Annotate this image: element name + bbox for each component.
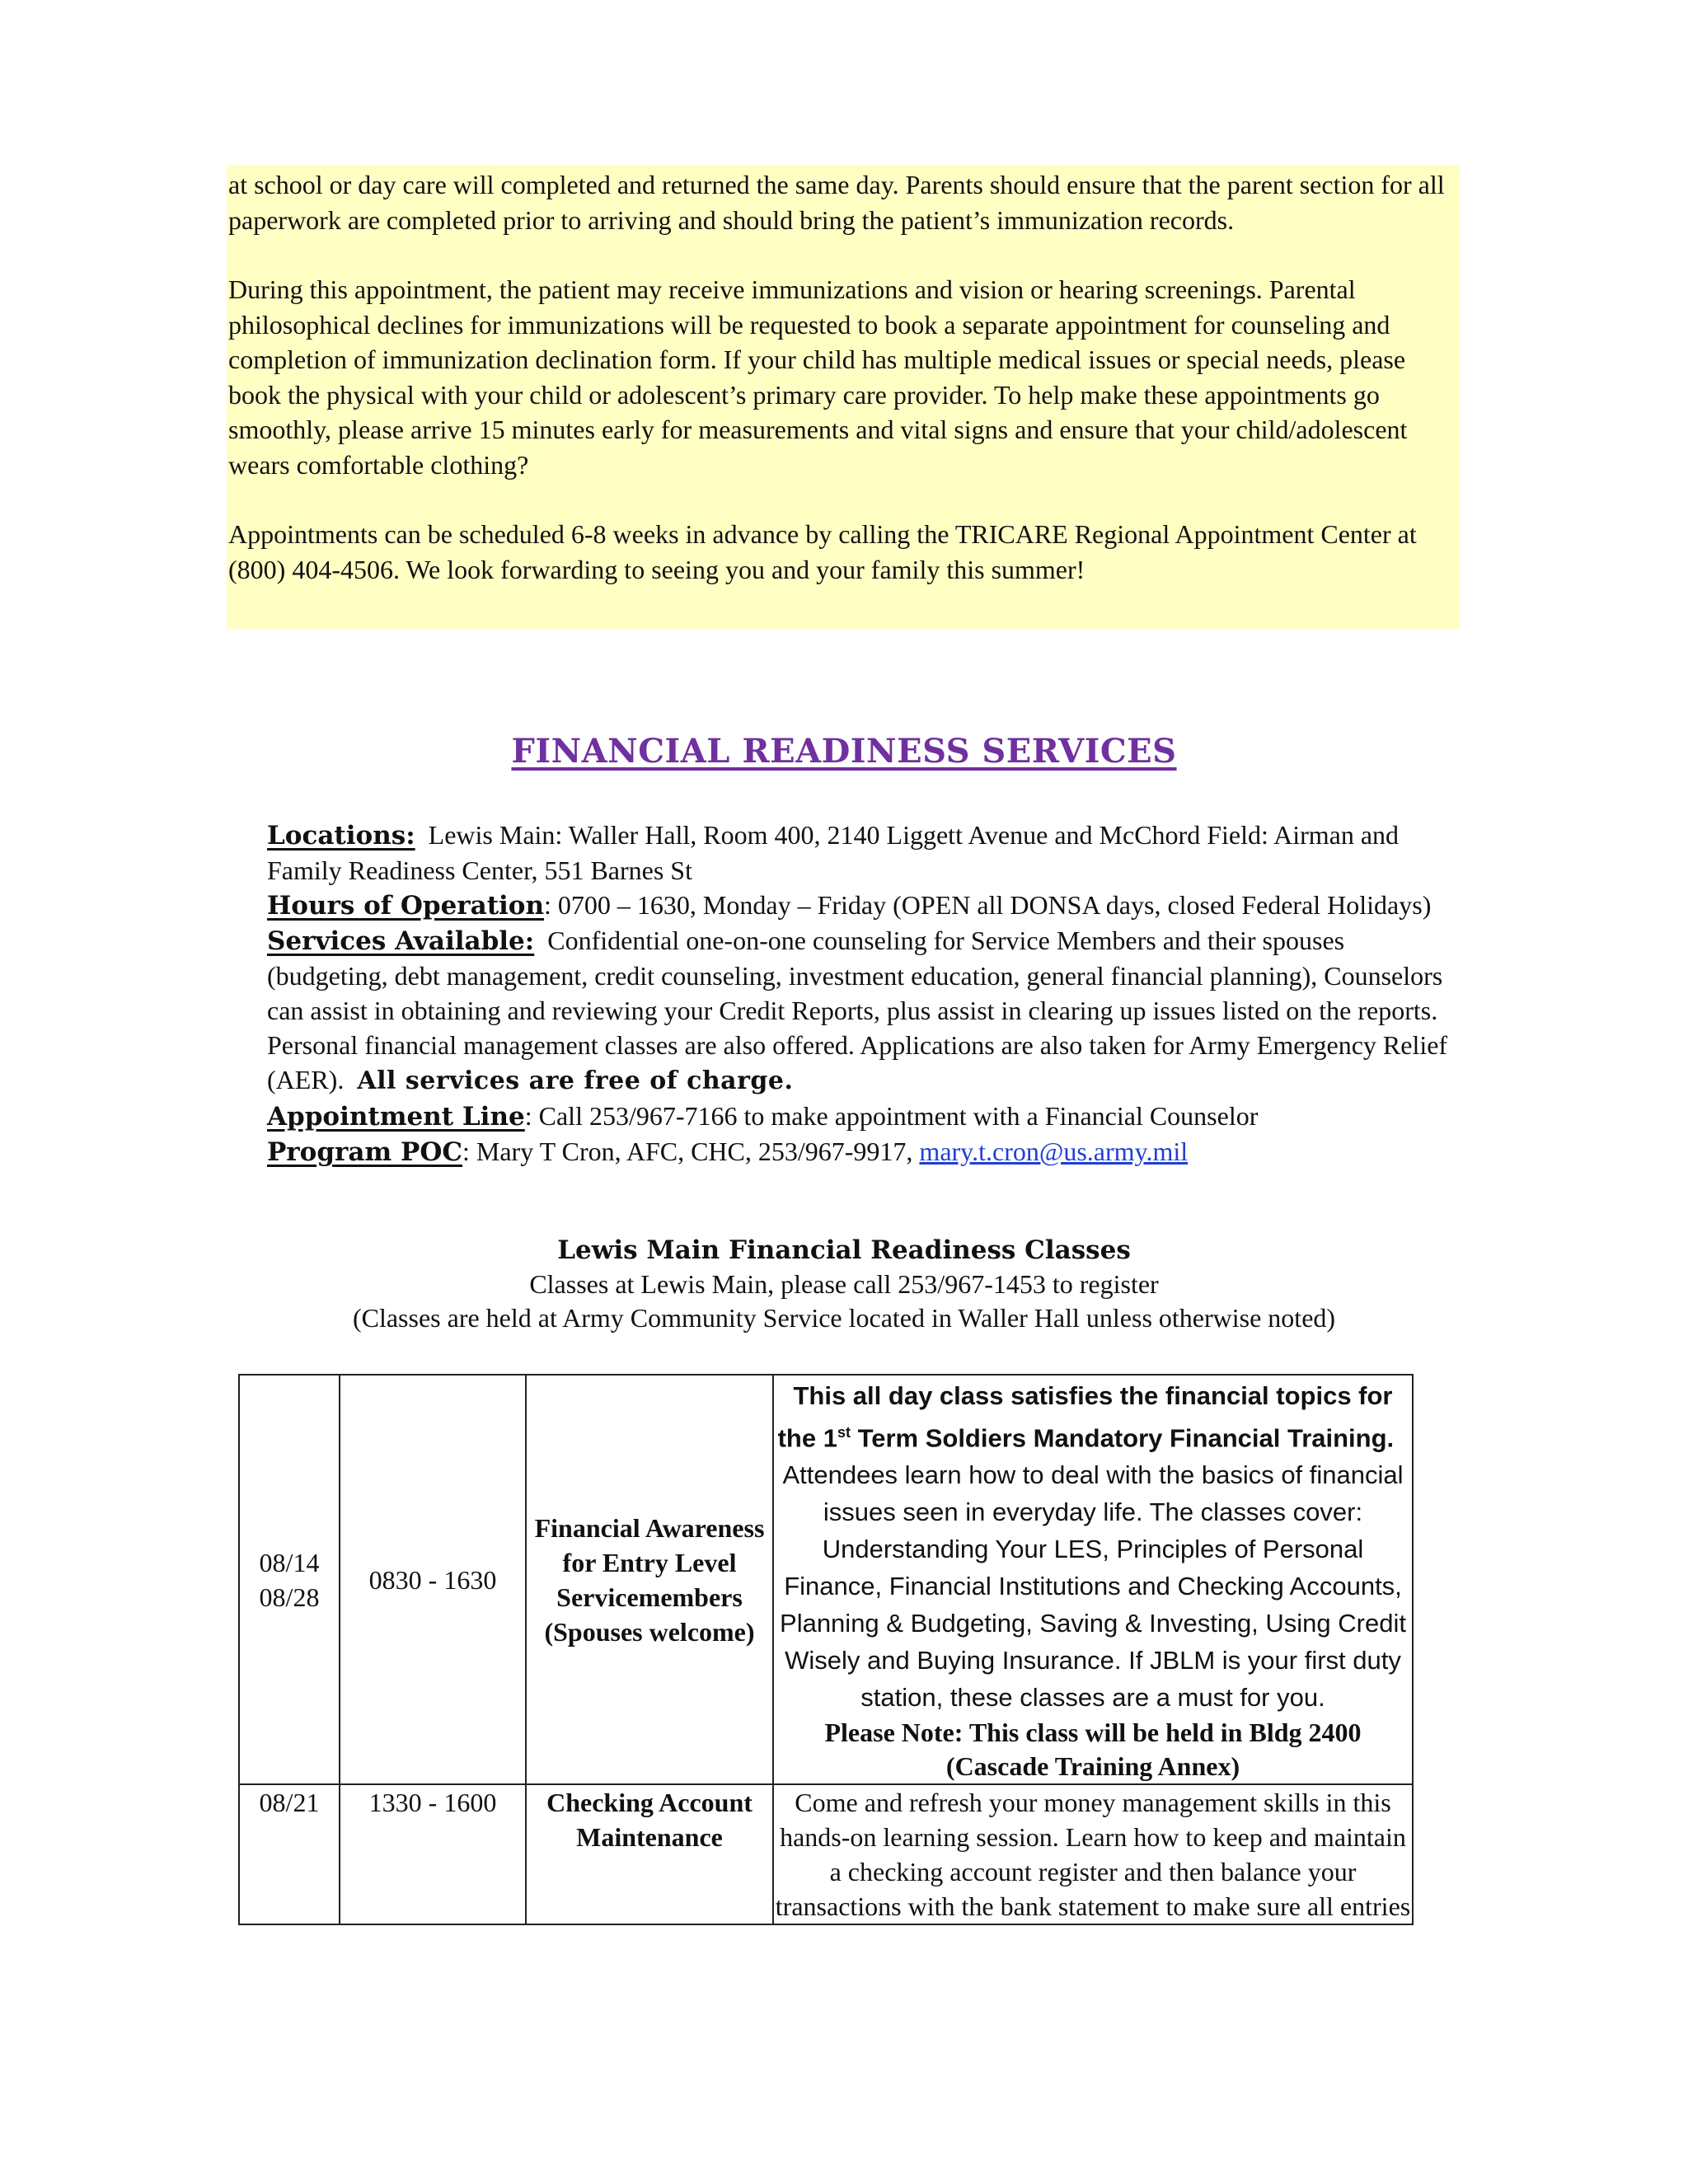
desc-body: Attendees learn how to deal with the basics of financial issues seen in everyday life. The classes cover: Understanding Your LES, Principles of Personal Finance, Financial Institutions and Checking Accounts, Planning & Budgeting, Saving & Investing, Using Credit Wisely and Buying Insurance. If JBLM is your first duty station, these classes are a must for you. — [780, 1460, 1406, 1713]
classes-heading: Lewis Main Financial Readiness Classes — [557, 1235, 1131, 1265]
locations-text: Lewis Main: Waller Hall, Room 400, 2140 Liggett Avenue and McChord Field: Airman and Family Readiness Center, 551 Barnes St — [267, 820, 1400, 885]
classes-heading-block — [0, 1234, 1688, 1335]
class-schedule-table — [238, 1374, 1414, 1925]
services-line — [267, 923, 1470, 1099]
highlighted-notice — [228, 167, 1460, 587]
hours-label: Hours of Operation — [267, 891, 545, 921]
class-description: Come and refresh your money management skills in this hands-on learning session. Learn how to keep and maintain a checking account register and then balance your transactions with the bank statement to make sure all entries — [773, 1784, 1413, 1924]
section-title: FINANCIAL READINESS SERVICES — [511, 732, 1177, 771]
poc-email-link[interactable]: mary.t.cron@us.army.mil — [919, 1137, 1189, 1166]
class-name: Checking Account Maintenance — [526, 1784, 773, 1924]
appointment-text: : Call 253/967-7166 to make appointment with a Financial Counselor — [524, 1101, 1259, 1131]
services-label: Services Available: — [267, 926, 535, 956]
free-of-charge-note: All services are free of charge. — [357, 1066, 794, 1095]
desc-bold-b: Term Soldiers Mandatory Financial Training. — [857, 1423, 1395, 1453]
desc-superscript: st — [837, 1424, 851, 1441]
appointment-label: Appointment Line — [267, 1102, 525, 1132]
class-time: 0830 - 1630 — [340, 1375, 526, 1784]
classes-location-note: (Classes are held at Army Community Service located in Waller Hall unless otherwise noted) — [352, 1303, 1336, 1333]
table-row — [239, 1375, 1413, 1784]
hours-line — [267, 888, 1470, 923]
appointment-line — [267, 1099, 1470, 1134]
table-row — [239, 1784, 1413, 1924]
poc-label: Program POC — [267, 1137, 462, 1167]
poc-text: : Mary T Cron, AFC, CHC, 253/967-9917, — [462, 1137, 913, 1166]
locations-line — [267, 818, 1470, 888]
notice-paragraph-2: During this appointment, the patient may receive immunizations and vision or hearing screenings. Parental philosophical declines for immunizations will be requested to book a separate appointment for counseling and completion of immunization declination form. If your child has multiple medical issues or special needs, please book the physical with your child or adolescent’s primary care provider. To help make these appointments go smoothly, please arrive 15 minutes early for measurements and vital signs and ensure that your child/adolescent wears comfortable clothing? — [228, 274, 1408, 480]
class-date: 08/28 — [259, 1582, 320, 1612]
class-description-text — [774, 1376, 1412, 1716]
class-location-note: Please Note: This class will be held in Bldg 2400 (Cascade Training Annex) — [824, 1718, 1362, 1782]
notice-paragraph-3: Appointments can be scheduled 6-8 weeks in advance by calling the TRICARE Regional Appointment Center at (800) 404-4506. We look forwarding to seeing you and your family this summer! — [228, 519, 1417, 584]
class-time: 1330 - 1600 — [340, 1784, 526, 1924]
locations-label: Locations: — [267, 821, 415, 851]
poc-line — [267, 1134, 1470, 1169]
hours-text: : 0700 – 1630, Monday – Friday (OPEN all DONSA days, closed Federal Holidays) — [544, 890, 1432, 920]
desc-bold-a: This all day class satisfies the financial topics for the 1 — [777, 1381, 1393, 1453]
class-dates — [239, 1375, 340, 1784]
notice-paragraph-1: at school or day care will completed and returned the same day. Parents should ensure that the parent section for all paperwork are completed prior to arriving and should bring the patient’s immunization records. — [228, 170, 1445, 235]
class-date: 08/21 — [239, 1784, 340, 1924]
services-text: Confidential one-on-one counseling for Service Members and their spouses (budgeting, debt management, credit counseling, investment education, general financial planning), Counselors can assist in obtaining and reviewing your Credit Reports, plus assist in clearing up issues listed on the reports. Personal financial management classes are also offered. Applications are also taken for Army Emergency Relief (AER). — [267, 926, 1448, 1094]
services-info — [267, 818, 1470, 1169]
class-date: 08/14 — [259, 1547, 320, 1577]
class-name: Financial Awareness for Entry Level Servicemembers (Spouses welcome) — [526, 1375, 773, 1784]
class-description — [773, 1375, 1413, 1784]
classes-subheading: Classes at Lewis Main, please call 253/967-1453 to register — [529, 1269, 1159, 1299]
